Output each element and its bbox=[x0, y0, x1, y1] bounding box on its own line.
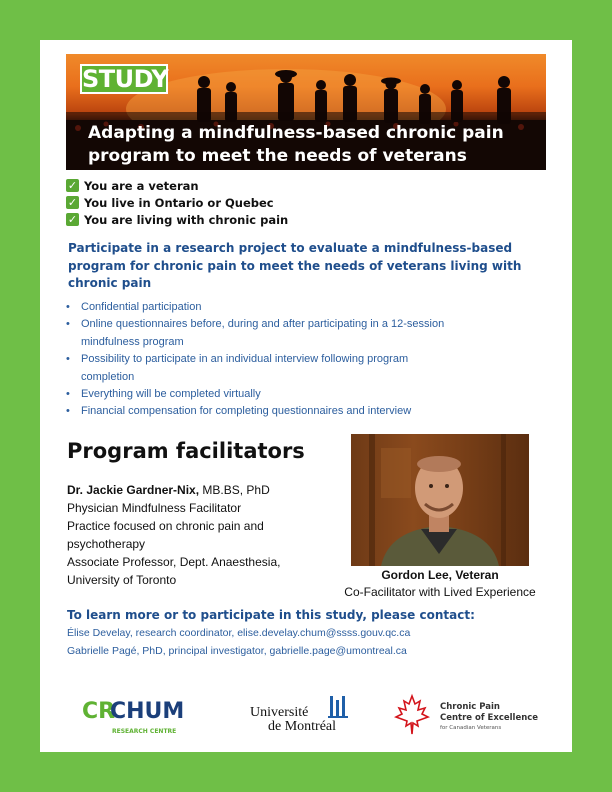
facilitator-card bbox=[67, 481, 337, 589]
facilitator-detail: Physician Mindfulness Facilitator bbox=[67, 501, 242, 515]
checkmark-icon: ✓ bbox=[67, 196, 78, 209]
intro-paragraph bbox=[68, 240, 538, 293]
cpce-logo bbox=[394, 692, 554, 738]
banner-title-line: Adapting a mindfulness-based chronic pain bbox=[88, 123, 504, 143]
eligibility-checklist bbox=[66, 177, 546, 228]
bullet-icon: • bbox=[66, 353, 70, 366]
portrait-illustration bbox=[351, 434, 529, 566]
facilitator-detail: Practice focused on chronic pain and bbox=[67, 519, 264, 533]
list-item: • Financial compensation for completing questionnaires and interview bbox=[66, 403, 536, 420]
facilitator-photo bbox=[351, 434, 529, 566]
checklist-text: You are a veteran bbox=[84, 178, 199, 193]
udem-line1: Université bbox=[250, 705, 309, 720]
list-item: • Confidential participation bbox=[66, 299, 536, 316]
facilitator-credentials: MB.BS, PhD bbox=[199, 483, 270, 497]
crchum-sub: RESEARCH CENTRE bbox=[112, 728, 177, 735]
section-heading: Program facilitators bbox=[67, 439, 305, 463]
list-item: • Online questionnaires before, during and after participating in a 12-session mindfulness program bbox=[66, 318, 445, 348]
study-details-list bbox=[66, 299, 536, 421]
facilitator-detail: Associate Professor, Dept. Anaesthesia, bbox=[67, 555, 281, 569]
intro-line: chronic pain bbox=[68, 276, 152, 290]
facilitator-name: Gordon Lee, Veteran bbox=[381, 568, 499, 582]
intro-line: Participate in a research project to evaluate a mindfulness-based bbox=[68, 241, 513, 255]
checklist-text: You live in Ontario or Quebec bbox=[84, 195, 274, 210]
crchum-prefix: CR bbox=[82, 699, 116, 724]
intro-line: program for chronic pain to meet the needs of veterans living with bbox=[68, 258, 522, 273]
banner-title-line: program to meet the needs of veterans bbox=[88, 146, 467, 166]
facilitator-detail: University of Toronto bbox=[67, 573, 177, 587]
bullet-icon: • bbox=[66, 405, 70, 418]
list-item: • Everything will be completed virtually bbox=[66, 386, 536, 403]
checklist-item bbox=[66, 194, 546, 211]
udem-logo bbox=[250, 692, 360, 738]
banner-title bbox=[88, 122, 538, 168]
facilitator-caption bbox=[320, 567, 560, 601]
facilitator-detail: psychotherapy bbox=[67, 537, 146, 551]
crchum-main: CHUM bbox=[110, 699, 185, 724]
list-item: • Possibility to participate in an individual interview following program completion bbox=[66, 353, 409, 383]
checkmark-icon: ✓ bbox=[67, 179, 78, 192]
contact-line: Élise Develay, research coordinator, elise.develay.chum@ssss.gouv.qc.ca bbox=[67, 627, 411, 639]
checklist-item bbox=[66, 211, 546, 228]
checklist-item bbox=[66, 177, 546, 194]
maple-leaf-icon bbox=[396, 696, 428, 734]
checkmark-icon: ✓ bbox=[67, 213, 78, 226]
contact-line: Gabrielle Pagé, PhD, principal investigator, gabrielle.page@umontreal.ca bbox=[67, 645, 407, 657]
hero-banner bbox=[66, 54, 546, 170]
bullet-icon: • bbox=[66, 388, 70, 401]
cpce-line1: Chronic Pain bbox=[440, 702, 500, 712]
crchum-logo bbox=[82, 692, 212, 738]
study-badge: STUDY bbox=[82, 65, 169, 93]
facilitator-name: Dr. Jackie Gardner-Nix, bbox=[67, 483, 200, 497]
flyer-page bbox=[40, 40, 572, 752]
bullet-icon: • bbox=[66, 318, 70, 331]
bullet-icon: • bbox=[66, 301, 70, 313]
facilitator-role: Co-Facilitator with Lived Experience bbox=[344, 585, 536, 599]
udem-line2: de Montréal bbox=[268, 719, 337, 734]
contact-heading: To learn more or to participate in this study, please contact: bbox=[67, 608, 475, 622]
cpce-line2: Centre of Excellence bbox=[440, 713, 539, 723]
cpce-line3: for Canadian Veterans bbox=[440, 725, 502, 731]
checklist-text: You are living with chronic pain bbox=[84, 212, 289, 227]
udem-emblem-icon bbox=[328, 696, 348, 718]
